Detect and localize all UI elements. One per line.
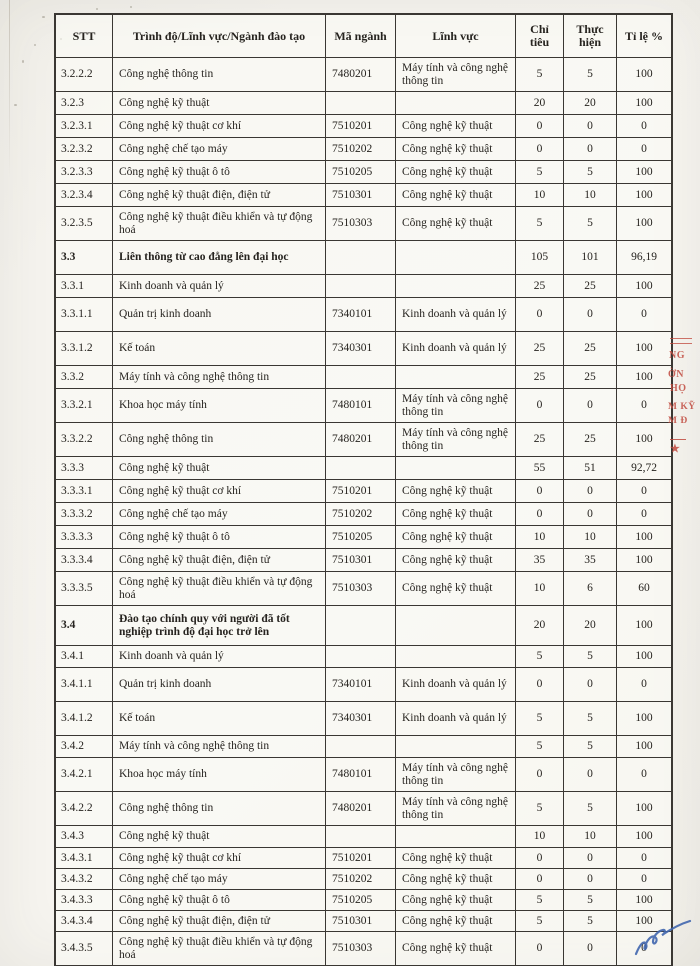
cell-code: 7510303	[326, 932, 396, 966]
cell-code: 7480101	[326, 758, 396, 792]
cell-pct: 0	[617, 503, 672, 526]
cell-field: Máy tính và công nghệ thông tin	[396, 792, 516, 826]
cell-field: Công nghệ kỹ thuật	[396, 932, 516, 966]
table-row	[56, 366, 672, 389]
table-row	[56, 275, 672, 298]
cell-pct: 0	[617, 480, 672, 503]
table-row	[56, 646, 672, 668]
cell-field	[396, 736, 516, 758]
scan-speck	[34, 44, 36, 46]
cell-code: 7510202	[326, 869, 396, 890]
table-row	[56, 298, 672, 332]
cell-actual: 5	[564, 890, 617, 911]
cell-stt: 3.2.3.3	[56, 161, 113, 184]
cell-stt: 3.4.3	[56, 826, 113, 848]
table-row	[56, 848, 672, 869]
scan-speck	[130, 6, 132, 8]
table-body	[56, 58, 672, 966]
cell-target: 5	[516, 702, 564, 736]
cell-code: 7510205	[326, 526, 396, 549]
enrollment-table-wrap	[55, 14, 671, 966]
enrollment-table	[55, 14, 672, 966]
cell-name: Khoa học máy tính	[113, 389, 326, 423]
table-row	[56, 890, 672, 911]
cell-target: 25	[516, 275, 564, 298]
scan-speck	[42, 16, 45, 18]
cell-target: 5	[516, 161, 564, 184]
cell-code: 7480201	[326, 423, 396, 457]
cell-actual: 0	[564, 298, 617, 332]
cell-stt: 3.3.3.2	[56, 503, 113, 526]
cell-name: Công nghệ kỹ thuật điện, điện tử	[113, 184, 326, 207]
table-row	[56, 115, 672, 138]
cell-target: 0	[516, 932, 564, 966]
cell-actual: 0	[564, 668, 617, 702]
cell-target: 0	[516, 115, 564, 138]
cell-stt: 3.3.3	[56, 457, 113, 480]
header-target: Chỉ tiêu	[516, 15, 564, 58]
cell-stt: 3.4.2.1	[56, 758, 113, 792]
cell-pct: 100	[617, 184, 672, 207]
cell-actual: 0	[564, 138, 617, 161]
cell-name: Công nghệ kỹ thuật điện, điện tử	[113, 549, 326, 572]
cell-field: Công nghệ kỹ thuật	[396, 207, 516, 241]
cell-actual: 5	[564, 911, 617, 932]
cell-code	[326, 646, 396, 668]
stamp-text-fragment: M KỸ	[668, 402, 696, 412]
cell-name: Đào tạo chính quy với người đã tốt nghiệp trình độ đại học trở lên	[113, 606, 326, 646]
cell-target: 10	[516, 572, 564, 606]
cell-name: Công nghệ thông tin	[113, 58, 326, 92]
cell-name: Công nghệ kỹ thuật cơ khí	[113, 480, 326, 503]
cell-stt: 3.4.3.1	[56, 848, 113, 869]
table-row	[56, 792, 672, 826]
cell-name: Công nghệ kỹ thuật ô tô	[113, 526, 326, 549]
header-actual: Thực hiện	[564, 15, 617, 58]
scan-speck	[22, 60, 24, 63]
cell-code	[326, 606, 396, 646]
cell-code	[326, 241, 396, 275]
cell-name: Công nghệ thông tin	[113, 423, 326, 457]
cell-pct: 0	[617, 138, 672, 161]
cell-field: Công nghệ kỹ thuật	[396, 572, 516, 606]
cell-target: 0	[516, 298, 564, 332]
cell-pct: 100	[617, 736, 672, 758]
cell-actual: 5	[564, 646, 617, 668]
cell-actual: 5	[564, 207, 617, 241]
cell-code: 7510201	[326, 480, 396, 503]
cell-target: 25	[516, 366, 564, 389]
cell-actual: 101	[564, 241, 617, 275]
table-row	[56, 423, 672, 457]
cell-actual: 5	[564, 702, 617, 736]
cell-actual: 0	[564, 758, 617, 792]
cell-field	[396, 606, 516, 646]
cell-target: 0	[516, 389, 564, 423]
cell-target: 5	[516, 792, 564, 826]
cell-code: 7480101	[326, 389, 396, 423]
cell-field: Máy tính và công nghệ thông tin	[396, 58, 516, 92]
header-program: Trình độ/Lĩnh vực/Ngành đào tạo	[113, 15, 326, 58]
cell-field	[396, 457, 516, 480]
cell-field: Công nghệ kỹ thuật	[396, 161, 516, 184]
cell-pct: 100	[617, 58, 672, 92]
cell-field: Kinh doanh và quản lý	[396, 298, 516, 332]
cell-actual: 0	[564, 480, 617, 503]
cell-actual: 25	[564, 275, 617, 298]
cell-code: 7510301	[326, 184, 396, 207]
cell-actual: 6	[564, 572, 617, 606]
cell-field: Kinh doanh và quản lý	[396, 702, 516, 736]
cell-actual: 20	[564, 92, 617, 115]
cell-pct: 0	[617, 848, 672, 869]
cell-target: 5	[516, 646, 564, 668]
cell-target: 20	[516, 92, 564, 115]
cell-field: Máy tính và công nghệ thông tin	[396, 758, 516, 792]
table-row	[56, 184, 672, 207]
header-stt: STT	[56, 15, 113, 58]
table-row	[56, 702, 672, 736]
cell-stt: 3.4.3.5	[56, 932, 113, 966]
cell-pct: 100	[617, 207, 672, 241]
cell-stt: 3.3.2	[56, 366, 113, 389]
cell-actual: 0	[564, 932, 617, 966]
cell-stt: 3.4	[56, 606, 113, 646]
handwritten-initials-signature	[632, 918, 694, 962]
table-row	[56, 549, 672, 572]
cell-field: Công nghệ kỹ thuật	[396, 480, 516, 503]
stamp-text-fragment: HỌ	[670, 383, 687, 394]
cell-pct: 100	[617, 792, 672, 826]
cell-field: Công nghệ kỹ thuật	[396, 549, 516, 572]
cell-field	[396, 826, 516, 848]
cell-name: Kế toán	[113, 702, 326, 736]
cell-actual: 25	[564, 366, 617, 389]
cell-pct: 60	[617, 572, 672, 606]
cell-code	[326, 826, 396, 848]
cell-actual: 10	[564, 826, 617, 848]
table-row	[56, 480, 672, 503]
cell-name: Liên thông từ cao đẳng lên đại học	[113, 241, 326, 275]
header-row	[56, 15, 672, 58]
cell-field: Công nghệ kỹ thuật	[396, 503, 516, 526]
table-row	[56, 389, 672, 423]
cell-pct: 0	[617, 115, 672, 138]
cell-target: 5	[516, 736, 564, 758]
cell-field: Công nghệ kỹ thuật	[396, 526, 516, 549]
cell-stt: 3.3.1	[56, 275, 113, 298]
cell-stt: 3.4.2.2	[56, 792, 113, 826]
table-row	[56, 526, 672, 549]
cell-stt: 3.3.1.2	[56, 332, 113, 366]
table-row	[56, 332, 672, 366]
cell-stt: 3.4.1.2	[56, 702, 113, 736]
cell-field: Công nghệ kỹ thuật	[396, 115, 516, 138]
cell-stt: 3.3.2.2	[56, 423, 113, 457]
table-row	[56, 668, 672, 702]
table-row	[56, 241, 672, 275]
cell-pct: 100	[617, 423, 672, 457]
scan-speck	[14, 104, 17, 106]
cell-actual: 0	[564, 869, 617, 890]
stamp-rule	[670, 338, 692, 344]
cell-field: Công nghệ kỹ thuật	[396, 911, 516, 932]
table-row	[56, 138, 672, 161]
cell-actual: 5	[564, 736, 617, 758]
cell-stt: 3.3	[56, 241, 113, 275]
cell-name: Máy tính và công nghệ thông tin	[113, 366, 326, 389]
cell-code: 7510202	[326, 138, 396, 161]
red-seal-stamp-fragment	[668, 338, 700, 455]
cell-pct: 100	[617, 702, 672, 736]
table-row	[56, 869, 672, 890]
cell-code: 7510201	[326, 848, 396, 869]
cell-pct: 100	[617, 606, 672, 646]
header-field: Lĩnh vực	[396, 15, 516, 58]
cell-actual: 5	[564, 161, 617, 184]
cell-code: 7340101	[326, 668, 396, 702]
cell-target: 20	[516, 606, 564, 646]
cell-name: Quản trị kinh doanh	[113, 668, 326, 702]
cell-field: Công nghệ kỹ thuật	[396, 890, 516, 911]
cell-target: 0	[516, 503, 564, 526]
cell-pct: 100	[617, 549, 672, 572]
cell-stt: 3.4.3.3	[56, 890, 113, 911]
cell-name: Kinh doanh và quản lý	[113, 646, 326, 668]
cell-code: 7510201	[326, 115, 396, 138]
cell-actual: 0	[564, 848, 617, 869]
cell-code: 7510303	[326, 207, 396, 241]
cell-name: Công nghệ kỹ thuật cơ khí	[113, 115, 326, 138]
cell-name: Công nghệ kỹ thuật điện, điện tử	[113, 911, 326, 932]
scan-speck	[96, 8, 98, 10]
cell-actual: 10	[564, 184, 617, 207]
cell-stt: 3.3.3.1	[56, 480, 113, 503]
cell-target: 25	[516, 332, 564, 366]
cell-actual: 0	[564, 503, 617, 526]
cell-field	[396, 92, 516, 115]
cell-stt: 3.3.3.3	[56, 526, 113, 549]
cell-target: 5	[516, 890, 564, 911]
cell-name: Quản trị kinh doanh	[113, 298, 326, 332]
cell-pct: 100	[617, 92, 672, 115]
cell-stt: 3.3.3.5	[56, 572, 113, 606]
table-row	[56, 58, 672, 92]
cell-actual: 5	[564, 58, 617, 92]
cell-stt: 3.4.3.4	[56, 911, 113, 932]
table-row	[56, 161, 672, 184]
cell-field: Công nghệ kỹ thuật	[396, 184, 516, 207]
cell-stt: 3.2.3.5	[56, 207, 113, 241]
table-row	[56, 457, 672, 480]
table-row	[56, 503, 672, 526]
cell-actual: 25	[564, 332, 617, 366]
cell-actual: 5	[564, 792, 617, 826]
cell-field	[396, 366, 516, 389]
table-row	[56, 572, 672, 606]
cell-actual: 35	[564, 549, 617, 572]
cell-name: Công nghệ kỹ thuật ô tô	[113, 161, 326, 184]
table-row	[56, 606, 672, 646]
cell-name: Công nghệ chế tạo máy	[113, 869, 326, 890]
cell-name: Công nghệ chế tạo máy	[113, 138, 326, 161]
cell-name: Công nghệ kỹ thuật	[113, 92, 326, 115]
table-row	[56, 92, 672, 115]
cell-name: Công nghệ chế tạo máy	[113, 503, 326, 526]
cell-actual: 51	[564, 457, 617, 480]
cell-stt: 3.2.3.1	[56, 115, 113, 138]
table-row	[56, 826, 672, 848]
cell-pct: 100	[617, 332, 672, 366]
cell-stt: 3.4.1.1	[56, 668, 113, 702]
cell-actual: 25	[564, 423, 617, 457]
cell-code	[326, 275, 396, 298]
cell-pct: 100	[617, 275, 672, 298]
cell-code: 7510202	[326, 503, 396, 526]
cell-pct: 96,19	[617, 241, 672, 275]
cell-pct: 92,72	[617, 457, 672, 480]
cell-pct: 0	[617, 298, 672, 332]
cell-stt: 3.2.3.2	[56, 138, 113, 161]
cell-stt: 3.3.3.4	[56, 549, 113, 572]
cell-stt: 3.4.2	[56, 736, 113, 758]
cell-target: 0	[516, 668, 564, 702]
cell-pct: 100	[617, 161, 672, 184]
table-header	[56, 15, 672, 58]
cell-code	[326, 366, 396, 389]
cell-name: Công nghệ kỹ thuật điều khiển và tự động hoá	[113, 932, 326, 966]
cell-code: 7510301	[326, 911, 396, 932]
cell-name: Công nghệ kỹ thuật	[113, 457, 326, 480]
cell-code	[326, 736, 396, 758]
cell-field: Kinh doanh và quản lý	[396, 668, 516, 702]
cell-field: Máy tính và công nghệ thông tin	[396, 389, 516, 423]
cell-code: 7340301	[326, 332, 396, 366]
cell-target: 0	[516, 480, 564, 503]
cell-field	[396, 241, 516, 275]
cell-field: Máy tính và công nghệ thông tin	[396, 423, 516, 457]
cell-name: Công nghệ thông tin	[113, 792, 326, 826]
cell-target: 55	[516, 457, 564, 480]
cell-code: 7510301	[326, 549, 396, 572]
cell-code	[326, 92, 396, 115]
cell-actual: 20	[564, 606, 617, 646]
cell-field: Công nghệ kỹ thuật	[396, 848, 516, 869]
cell-pct: 100	[617, 890, 672, 911]
stamp-text-fragment: M Đ	[668, 416, 688, 426]
cell-stt: 3.4.1	[56, 646, 113, 668]
cell-name: Kinh doanh và quản lý	[113, 275, 326, 298]
cell-code: 7480201	[326, 58, 396, 92]
cell-name: Công nghệ kỹ thuật	[113, 826, 326, 848]
stamp-star-icon: ★	[670, 443, 680, 455]
cell-code: 7510205	[326, 161, 396, 184]
scan-edge-artifact	[9, 0, 10, 180]
cell-target: 5	[516, 207, 564, 241]
cell-target: 105	[516, 241, 564, 275]
cell-name: Máy tính và công nghệ thông tin	[113, 736, 326, 758]
cell-actual: 0	[564, 115, 617, 138]
cell-target: 0	[516, 758, 564, 792]
cell-pct: 0	[617, 869, 672, 890]
table-row	[56, 932, 672, 966]
cell-target: 35	[516, 549, 564, 572]
cell-name: Khoa học máy tính	[113, 758, 326, 792]
cell-pct: 100	[617, 646, 672, 668]
cell-code: 7480201	[326, 792, 396, 826]
cell-stt: 3.2.3.4	[56, 184, 113, 207]
cell-field: Công nghệ kỹ thuật	[396, 138, 516, 161]
cell-pct: 0	[617, 758, 672, 792]
cell-pct: 100	[617, 911, 672, 932]
cell-stt: 3.3.1.1	[56, 298, 113, 332]
cell-target: 10	[516, 826, 564, 848]
header-percent: Tỉ lệ %	[617, 15, 672, 58]
stamp-text-fragment: NG	[669, 350, 685, 361]
cell-actual: 0	[564, 389, 617, 423]
table-row	[56, 736, 672, 758]
cell-code: 7340301	[326, 702, 396, 736]
cell-actual: 10	[564, 526, 617, 549]
cell-code: 7510205	[326, 890, 396, 911]
stamp-dash	[670, 439, 686, 440]
stamp-text-fragment: ỜN	[668, 369, 684, 380]
cell-stt: 3.2.2.2	[56, 58, 113, 92]
cell-field	[396, 275, 516, 298]
cell-code: 7340101	[326, 298, 396, 332]
cell-name: Công nghệ kỹ thuật điều khiển và tự động hoá	[113, 207, 326, 241]
cell-target: 0	[516, 848, 564, 869]
cell-target: 5	[516, 911, 564, 932]
cell-target: 0	[516, 138, 564, 161]
cell-target: 0	[516, 869, 564, 890]
cell-name: Kế toán	[113, 332, 326, 366]
cell-stt: 3.4.3.2	[56, 869, 113, 890]
cell-code	[326, 457, 396, 480]
cell-field	[396, 646, 516, 668]
cell-name: Công nghệ kỹ thuật điều khiển và tự động hoá	[113, 572, 326, 606]
cell-stt: 3.3.2.1	[56, 389, 113, 423]
cell-pct: 100	[617, 366, 672, 389]
cell-stt: 3.2.3	[56, 92, 113, 115]
cell-target: 5	[516, 58, 564, 92]
cell-pct: 100	[617, 826, 672, 848]
table-row	[56, 758, 672, 792]
cell-field: Kinh doanh và quản lý	[396, 332, 516, 366]
table-row	[56, 911, 672, 932]
cell-pct: 0	[617, 389, 672, 423]
cell-code: 7510303	[326, 572, 396, 606]
cell-name: Công nghệ kỹ thuật ô tô	[113, 890, 326, 911]
cell-name: Công nghệ kỹ thuật cơ khí	[113, 848, 326, 869]
cell-target: 10	[516, 184, 564, 207]
cell-target: 10	[516, 526, 564, 549]
cell-pct: 100	[617, 526, 672, 549]
cell-field: Công nghệ kỹ thuật	[396, 869, 516, 890]
header-code: Mã ngành	[326, 15, 396, 58]
table-row	[56, 207, 672, 241]
cell-pct: 0	[617, 668, 672, 702]
cell-pct: 0	[617, 932, 672, 966]
cell-target: 25	[516, 423, 564, 457]
